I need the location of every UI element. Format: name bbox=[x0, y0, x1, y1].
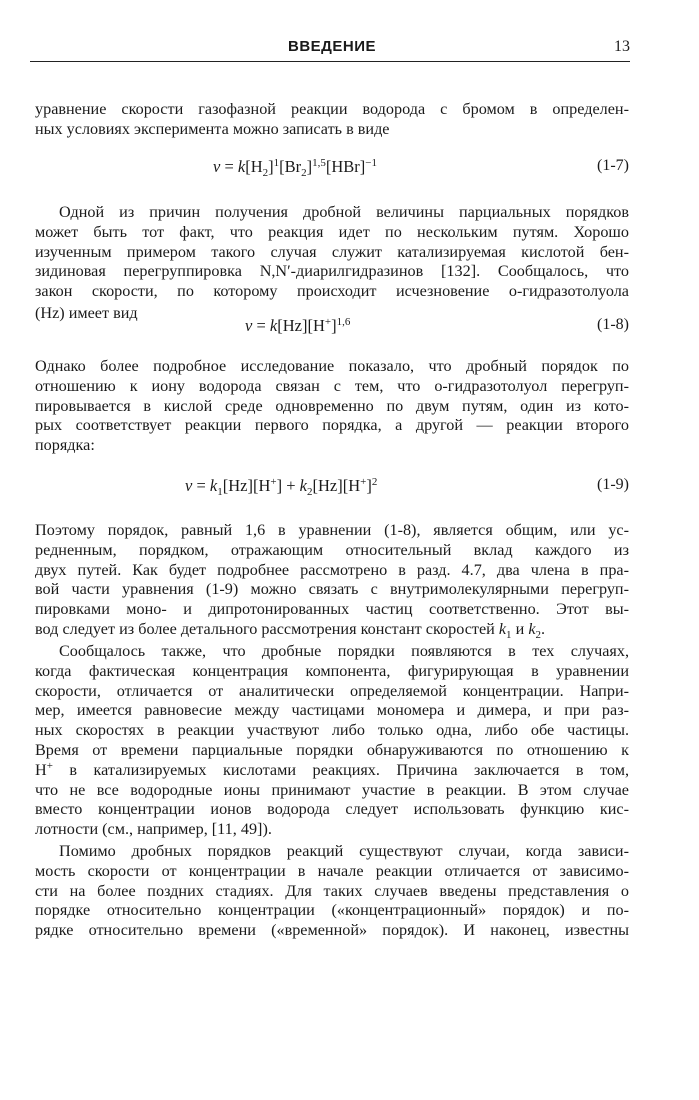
equation-number: (1-8) bbox=[597, 316, 629, 333]
text-line: вой части уравнения (1-9) можно связать с внутримолекулярными перегруп- bbox=[35, 580, 629, 599]
text-line: вод следует из более детального рассмотрения констант скоростей $k_1$ и $k_2$. bbox=[35, 619, 546, 641]
text-line: скорости, отличается от аналитически определяемой концентрации. Напри- bbox=[35, 681, 629, 700]
text-line: H+ в катализируемых кислотами реакциях. Причина заключается в том, bbox=[35, 759, 629, 779]
text-line: может быть тот факт, что реакция идет по нескольким путям. Хорошо bbox=[35, 222, 629, 241]
equation-number: (1-7) bbox=[597, 157, 629, 174]
paragraph-1-lead: (Hz) имеет вид bbox=[35, 304, 138, 322]
text-line: закон скорости, по которому происходит исчезновение о-гидразотолуола bbox=[35, 282, 629, 301]
paragraph-4 bbox=[35, 642, 629, 840]
text-line: порядка: bbox=[35, 436, 95, 455]
text-line: Сообщалось также, что дробные порядки появляются в тех случаях, bbox=[59, 642, 629, 660]
text-line: Помимо дробных порядков реакций существуют случаи, когда зависи- bbox=[59, 842, 629, 860]
text-line: ных скоростях в реакции участвуют либо только одна, либо обе частицы. bbox=[35, 721, 629, 740]
text-line: двух путей. Как будет подробнее рассмотрено в разд. 4.7, два члена в пра- bbox=[35, 560, 629, 579]
text-line: уравнение скорости газофазной реакции водорода с бромом в определен- bbox=[35, 100, 629, 118]
text-line: что не все водородные ионы принимают участие в реакции. В этом случае bbox=[35, 780, 629, 799]
text-line: вместо концентрации ионов водорода следует использовать функцию кис- bbox=[35, 800, 629, 819]
text-line: когда фактическая концентрация компонента, фигурирующая в уравнении bbox=[35, 661, 629, 680]
text-line: Время от времени парциальные порядки обнаруживаются по отношению к bbox=[35, 740, 629, 759]
text-line: Однако более подробное исследование показало, что дробный порядок по bbox=[35, 357, 629, 375]
text-line: пировками моно- и дипротонированных частиц соответственно. Этот вы- bbox=[35, 600, 629, 619]
paragraph-1 bbox=[35, 203, 629, 302]
text-line: мость скорости от концентрации в начале реакции отличается от зависимо- bbox=[35, 861, 629, 880]
text-line: мер, имеется равновесие между частицами мономера и димера, и при раз- bbox=[35, 701, 629, 720]
paragraph-3 bbox=[35, 521, 629, 640]
text-line: лотности (см., например, [11, 49]). bbox=[35, 820, 272, 839]
text-line: Поэтому порядок, равный 1,6 в уравнении (1-8), является общим, или ус- bbox=[35, 521, 629, 539]
header-rule bbox=[30, 61, 630, 62]
text-line: пировывается в кислой среде одновременно по двум путям, один из кото- bbox=[35, 396, 629, 415]
text-line: рядке относительно времени («временной» порядок). И наконец, известны bbox=[35, 921, 629, 940]
text-line: отношению к иону водорода связан с тем, что о-гидразотолуол перегруп- bbox=[35, 376, 629, 395]
text-line: рых соответствует реакции первого порядка, а другой — реакции второго bbox=[35, 416, 629, 435]
text-line: редненным, порядком, отражающим относительный вклад каждого из bbox=[35, 540, 629, 559]
text-line: зидиновая перегруппировка N,N′-диарилгидразинов [132]. Сообщалось, что bbox=[35, 262, 629, 281]
intro-paragraph bbox=[35, 100, 629, 140]
equation-1-9 bbox=[35, 476, 629, 500]
equation-formula: $v = k[Hz][H^+]^{1,6}$ bbox=[245, 316, 351, 335]
text-line: ных условиях эксперимента можно записать в виде bbox=[35, 119, 390, 138]
paragraph-5 bbox=[35, 842, 629, 941]
text-line: Одной из причин получения дробной величины парциальных порядков bbox=[59, 203, 629, 221]
text-line: порядке относительно концентрации («концентрационный» порядок) и по- bbox=[35, 901, 629, 920]
text-line: сти на более поздних стадиях. Для таких случаев введены представления о bbox=[35, 881, 629, 900]
equation-formula: $v = k_1[Hz][H^+] + k_2[Hz][H^+]^2$ bbox=[185, 476, 378, 498]
paragraph-2 bbox=[35, 357, 629, 456]
page-header bbox=[30, 36, 630, 64]
equation-number: (1-9) bbox=[597, 476, 629, 493]
equation-formula: $v = k[H_2]^1[Br_2]^{1,5}[HBr]^{-1}$ bbox=[213, 157, 378, 179]
equation-1-7 bbox=[35, 157, 629, 181]
text-line: изученным примером такого случая служит катализируемая кислотой бен- bbox=[35, 242, 629, 261]
running-title: ВВЕДЕНИЕ bbox=[288, 38, 376, 55]
page-number: 13 bbox=[614, 38, 630, 55]
equation-1-8 bbox=[35, 316, 629, 340]
